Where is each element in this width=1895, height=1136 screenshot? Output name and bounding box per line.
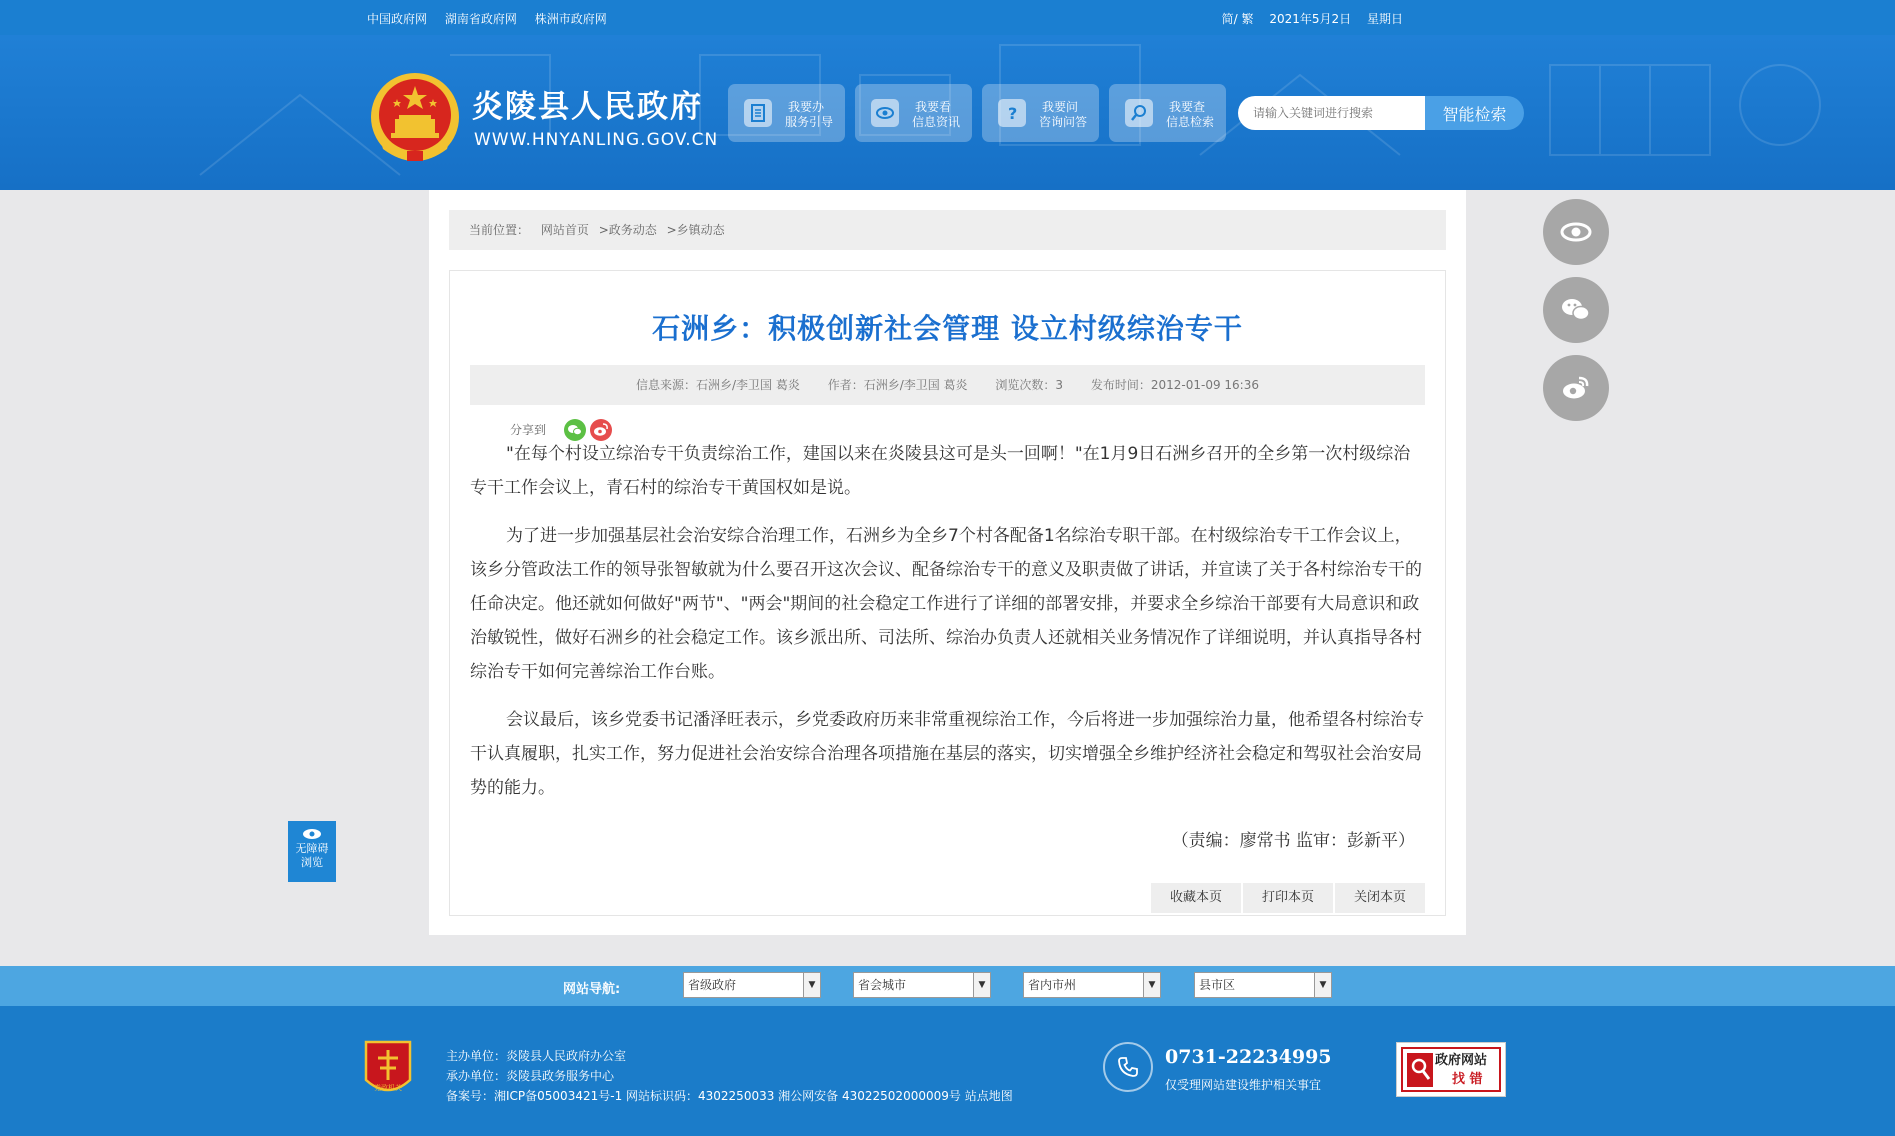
current-date: 2021年5月2日 [1269, 12, 1352, 26]
national-emblem-logo [367, 69, 463, 167]
lang-switch[interactable]: 简/ 繁 [1221, 12, 1254, 26]
main-content [429, 190, 1466, 935]
magnifier-icon [1407, 1053, 1433, 1087]
meta-published: 发布时间：2012-01-09 16:36 [1090, 378, 1259, 392]
party-government-badge[interactable] [362, 1038, 414, 1100]
phone-icon [1103, 1042, 1153, 1092]
float-eye-button[interactable] [1543, 199, 1609, 265]
article [449, 270, 1446, 916]
consult-qa-line1: 我要问 [1042, 100, 1079, 114]
article-tools [1149, 883, 1425, 913]
gov-site-error-report-button[interactable] [1396, 1042, 1506, 1097]
site-url: WWW.HNYANLING.GOV.CN [474, 130, 719, 150]
link-hunan-gov[interactable]: 湖南省政府网 [444, 12, 517, 26]
select-capital-cities-value: 省会城市 [858, 978, 907, 992]
eye-icon [1559, 215, 1593, 249]
eye-icon [871, 99, 899, 127]
site-navigation-bar [0, 966, 1895, 1006]
site-footer [0, 1006, 1895, 1136]
error-report-line1: 政府网站 [1435, 1053, 1488, 1068]
meta-views: 浏览次数：3 [995, 378, 1064, 392]
chevron-down-icon: ▼ [1143, 973, 1160, 997]
smart-search-button[interactable]: 智能检索 [1425, 96, 1524, 130]
article-title: 石洲乡：积极创新社会管理 设立村级综治专干 [652, 312, 1243, 345]
accessibility-button[interactable] [288, 821, 336, 882]
breadcrumb-town-news[interactable]: >乡镇动态 [666, 223, 725, 237]
select-counties[interactable] [1194, 972, 1332, 998]
wechat-icon [1559, 293, 1593, 327]
chevron-down-icon: ▼ [973, 973, 990, 997]
breadcrumb-label: 当前位置： [469, 223, 530, 237]
breadcrumb [449, 210, 1446, 250]
info-news-button[interactable] [855, 84, 972, 142]
site-nav-label: 网站导航: [563, 982, 621, 997]
footer-record: 备案号：湘ICP备05003421号-1 网站标识码：4302250033 湘公网安备 43022502000009号 站点地图 [446, 1089, 1013, 1103]
site-title: 炎陵县人民政府 [472, 89, 703, 125]
article-paragraph-1: "在每个村设立综治专干负责综治工作，建国以来在炎陵县这可是头一回啊！"在1月9日石洲乡召开的全乡第一次村级综治专干工作会议上，青石村的综治专干黄国权如是说。 [470, 444, 1411, 498]
top-right-info [1222, 10, 1403, 27]
select-prefectures-value: 省内市州 [1028, 978, 1077, 992]
info-search-button[interactable] [1109, 84, 1226, 142]
error-report-line2: 找 错 [1452, 1072, 1483, 1087]
select-provincial-gov[interactable] [683, 972, 821, 998]
search-input[interactable] [1238, 96, 1425, 130]
party-badge-text: 党政机关 [374, 1084, 402, 1092]
bookmark-page-button[interactable]: 收藏本页 [1151, 883, 1241, 913]
float-wechat-button[interactable] [1543, 277, 1609, 343]
service-guide-line2: 服务引导 [785, 115, 834, 129]
eye-icon [302, 828, 322, 840]
info-search-line2: 信息检索 [1166, 115, 1215, 129]
contact-phone: 0731-22234995 [1165, 1046, 1332, 1068]
service-guide-button[interactable] [728, 84, 845, 142]
consult-qa-line2: 咨询问答 [1039, 115, 1088, 129]
info-news-line1: 我要看 [915, 100, 952, 114]
weibo-icon [1559, 371, 1593, 405]
document-icon [744, 99, 772, 127]
info-news-line2: 信息资讯 [912, 115, 961, 129]
chevron-down-icon: ▼ [1314, 973, 1331, 997]
search-icon [1125, 99, 1153, 127]
share-label: 分享到 [510, 423, 547, 437]
article-body [470, 437, 1425, 819]
top-bar [0, 0, 1895, 35]
select-prefectures[interactable] [1023, 972, 1161, 998]
meta-source: 信息来源：石洲乡/李卫国 葛炎 [636, 378, 800, 392]
float-weibo-button[interactable] [1543, 355, 1609, 421]
current-weekday: 星期日 [1366, 12, 1403, 26]
link-gov-cn[interactable]: 中国政府网 [367, 12, 428, 26]
breadcrumb-gov-news[interactable]: >政务动态 [598, 223, 657, 237]
select-provincial-gov-value: 省级政府 [688, 978, 737, 992]
link-zhuzhou-gov[interactable]: 株洲市政府网 [534, 12, 607, 26]
info-search-line1: 我要查 [1169, 100, 1206, 114]
service-guide-line1: 我要办 [788, 100, 825, 114]
footer-sponsor: 主办单位：炎陵县人民政府办公室 [446, 1049, 627, 1063]
meta-author: 作者：石洲乡/李卫国 葛炎 [827, 378, 968, 392]
select-capital-cities[interactable] [853, 972, 991, 998]
contact-phone-desc: 仅受理网站建设维护相关事宜 [1165, 1078, 1322, 1092]
site-header [0, 35, 1895, 190]
chevron-down-icon: ▼ [803, 973, 820, 997]
article-editor-note: （责编：廖常书 监审：彭新平） [1171, 831, 1415, 851]
svg-text:?: ? [1008, 104, 1018, 122]
article-paragraph-3: 会议最后，该乡党委书记潘泽旺表示，乡党委政府历来非常重视综治工作，今后将进一步加强综治力量，他希望各村综治专干认真履职，扎实工作，努力促进社会治安综合治理各项措施在基层的落实，切实增强全乡维护经济社会稳定和驾驭社会治安局势的能力。 [470, 710, 1424, 798]
accessibility-line2: 浏览 [301, 856, 323, 869]
top-links [367, 10, 621, 27]
article-meta [470, 365, 1425, 405]
article-paragraph-2: 为了进一步加强基层社会治安综合治理工作，石洲乡为全乡7个村各配备1名综治专职干部。在村级综治专干工作会议上，该乡分管政法工作的领导张智敏就为什么要召开这次会议、配备综治专干的意义及职责做了讲话，并宣读了关于各村综治专干的任命决定。他还就如何做好"两节"、"两会"期间的社会稳定工作进行了详细的部署安排，并要求全乡综治干部要有大局意识和政治敏锐性，做好石洲乡的社会稳定工作。该乡派出所、司法所、综治办负责人还就相关业务情况作了详细说明，并认真指导各村综治专干如何完善综治工作台账。 [470, 526, 1422, 682]
print-page-button[interactable]: 打印本页 [1243, 883, 1333, 913]
accessibility-line1: 无障碍 [295, 842, 329, 855]
footer-info [446, 1046, 1013, 1106]
close-page-button[interactable]: 关闭本页 [1335, 883, 1425, 913]
breadcrumb-home[interactable]: 网站首页 [540, 223, 589, 237]
consult-qa-button[interactable] [982, 84, 1099, 142]
select-counties-value: 县市区 [1199, 978, 1236, 992]
footer-organizer: 承办单位：炎陵县政务服务中心 [446, 1069, 615, 1083]
question-icon [998, 99, 1026, 127]
